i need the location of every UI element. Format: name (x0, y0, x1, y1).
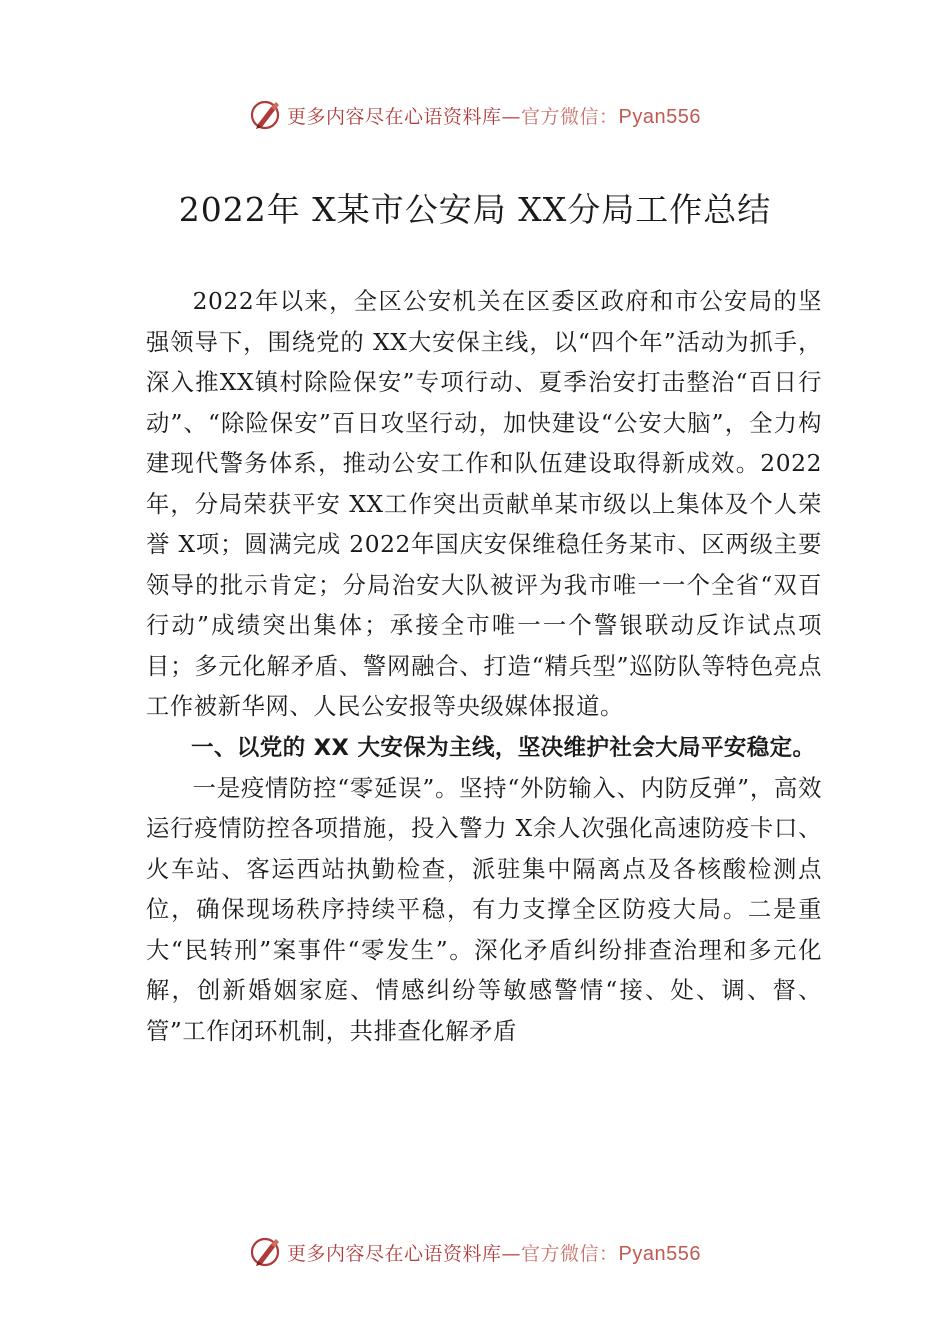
banner-text (287, 1239, 701, 1266)
section-heading: 一、以党的 XX 大安保为主线，坚决维护社会大局平安稳定。 (191, 734, 816, 761)
banner-separator: — (501, 105, 522, 128)
document-title: 2022年 X某市公安局 XX分局工作总结 (178, 190, 772, 229)
pen-logo-icon (249, 98, 283, 132)
banner-library-text: 更多内容尽在心语资料库 (287, 1242, 502, 1265)
banner-wechat-label: 官方微信： (521, 105, 619, 128)
section-paragraph: 一是疫情防控“零延误”。坚持“外防输入、内防反弹”，高效运行疫情防控各项措施，投入警力 X余人次强化高速防疫卡口、火车站、客运西站执勤检查，派驻集中隔离点及各核酸检测点位，确保现场秩序持续平稳，有力支撑全区防疫大局。二是重大“民转刑”案事件“零发生”。深化矛盾纠纷排查治理和多元化解，创新婚姻家庭、情感纠纷等敏感警情“接、处、调、督、管”工作闭环机制，共排查化解矛盾 (146, 774, 822, 1045)
header-banner (0, 95, 950, 135)
banner-wechat-id: Pyan556 (618, 1242, 701, 1265)
pen-logo-icon (249, 1235, 283, 1269)
banner-separator: — (501, 1242, 522, 1265)
intro-paragraph: 2022年以来，全区公安机关在区委区政府和市公安局的坚强领导下，围绕党的 XX大安保主线，以“四个年”活动为抓手，深入推XX镇村除险保安”专项行动、夏季治安打击整治“百日行动”、“除险保安”百日攻坚行动，加快建设“公安大脑”，全力构建现代警务体系，推动公安工作和队伍建设取得新成效。2022年，分局荣获平安 XX工作突出贡献单某市级以上集体及个人荣誉 X项；圆满完成 2022年国庆安保维稳任务某市、区两级主要领导的批示肯定；分局治安大队被评为我市唯一一个全省“双百行动”成绩突出集体；承接全市唯一一个警银联动反诈试点项目；多元化解矛盾、警网融合、打造“精兵型”巡防队等特色亮点工作被新华网、人民公安报等央级媒体报道。 (146, 288, 822, 720)
banner-library-text: 更多内容尽在心语资料库 (287, 105, 502, 128)
banner-wechat-id: Pyan556 (618, 105, 701, 128)
document-body (146, 282, 822, 1052)
footer-banner (0, 1232, 950, 1272)
banner-wechat-label: 官方微信： (521, 1242, 619, 1265)
banner-text (287, 102, 701, 129)
